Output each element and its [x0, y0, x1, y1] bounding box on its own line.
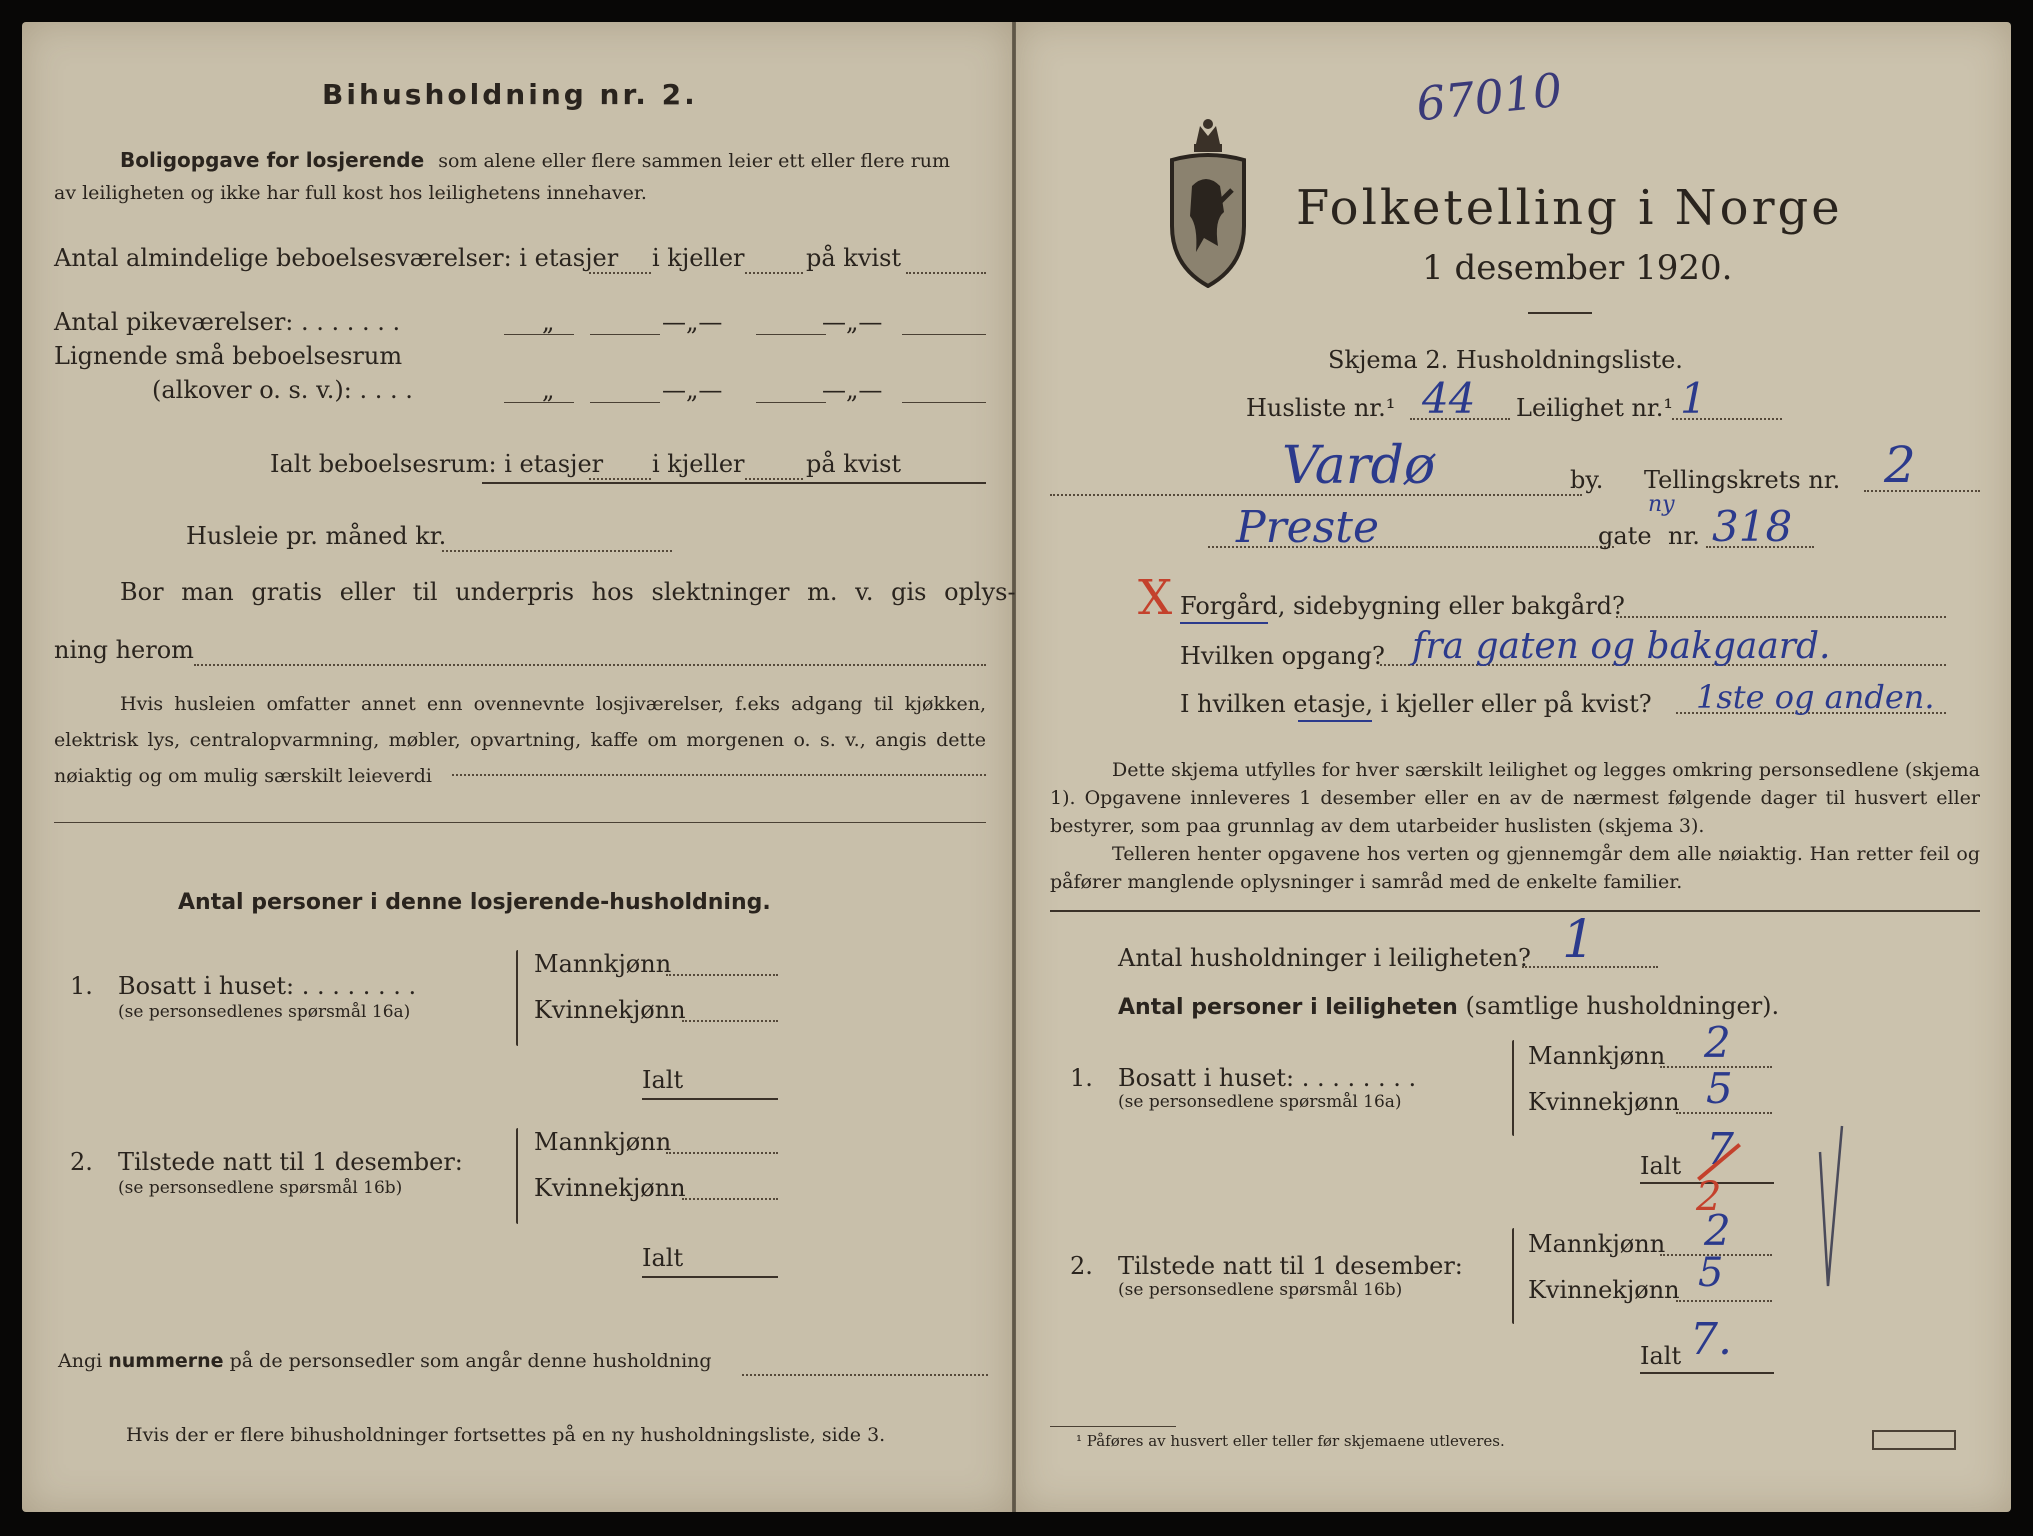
lignende-extra-field[interactable]	[902, 402, 986, 403]
hvis-paragraph: Hvis husleien omfatter annet enn ovennevnte losjiværelser, f.eks adgang til kjøkken, elektrisk lys, centralopvarmning, møbler, opvartning, kaffe om morgenen o. s. v., angis dette nøiaktig og om mulig særskilt leieverdi	[54, 693, 986, 787]
left-title: Bihusholdning nr. 2.	[322, 78, 698, 111]
etasje-label: I hvilken etasje, i kjeller eller på kvist?	[1180, 690, 1652, 718]
right-q1-ialt-value: 7	[1706, 1124, 1734, 1175]
right-q1-kvinne-label: Kvinnekjønn	[1528, 1088, 1680, 1116]
leilighet-label: Leilighet nr.¹	[1516, 394, 1674, 422]
left-q1-ialt-field[interactable]	[642, 1098, 778, 1100]
opgang-value: fra gaten og bakgaard.	[1412, 626, 1831, 667]
pike-ditto-2: —„—	[662, 308, 723, 336]
etasje-underline	[1298, 720, 1372, 722]
right-q2-kvinne-field[interactable]	[1676, 1300, 1772, 1302]
intro-line-2: av leiligheten og ikke har full kost hos leilighetens innehaver.	[54, 182, 647, 204]
left-footer: Hvis der er flere bihusholdninger fortsettes på en ny husholdningsliste, side 3.	[126, 1424, 886, 1446]
archive-number: 67010	[1413, 62, 1565, 132]
info-paragraph-2: Telleren henter opgavene hos verten og gjennemgår dem alle nøiaktig. Han retter feil og påfører manglende oplysninger i samråd med de enkelte familier.	[1050, 843, 1980, 893]
husleie-label: Husleie pr. måned kr.	[186, 522, 447, 550]
right-q2-ialt-label: Ialt	[1640, 1342, 1682, 1370]
ialt-kjeller-field[interactable]	[745, 478, 803, 480]
krets-label: Tellingskrets nr.	[1644, 466, 1841, 494]
lignende-etasjer-field[interactable]	[504, 402, 574, 403]
printer-stamp-icon	[1872, 1430, 1956, 1450]
right-q1-mann-value: 2	[1704, 1018, 1731, 1067]
left-q1-kvinne-label: Kvinnekjønn	[534, 996, 686, 1024]
right-q1-label: Bosatt i huset: . . . . . . . .	[1118, 1064, 1417, 1092]
pike-etasjer-field[interactable]	[504, 334, 574, 335]
footnote: ¹ Påføres av husvert eller teller før skjemaene utleveres.	[1076, 1432, 1505, 1450]
gate-value: Preste	[1236, 502, 1379, 553]
right-q2-ialt-field[interactable]	[1640, 1372, 1774, 1374]
bor-man-line-1: Bor man gratis eller til underpris hos slektninger m. v. gis oplys-	[120, 578, 1016, 606]
right-q1-num: 1.	[1070, 1064, 1093, 1092]
right-page	[1016, 22, 2011, 1512]
right-q1-ialt-label: Ialt	[1640, 1152, 1682, 1180]
gate-label: gate	[1598, 522, 1652, 550]
left-q2-kvinne-label: Kvinnekjønn	[534, 1174, 686, 1202]
rooms-kvist-field[interactable]	[906, 272, 986, 274]
right-q2-kvinne-value: 5	[1698, 1250, 1724, 1296]
husliste-label: Husliste nr.¹	[1246, 394, 1396, 422]
rooms-label: Antal almindelige beboelsesværelser: i etasjer	[54, 244, 619, 272]
ialt-kjeller-label: i kjeller	[652, 450, 745, 478]
schema-label: Skjema 2. Husholdningsliste.	[1328, 346, 1683, 374]
lignende-ditto-2: —„—	[662, 376, 723, 404]
left-q2-mann-label: Mannkjønn	[534, 1128, 672, 1156]
right-q1-mann-label: Mannkjønn	[1528, 1042, 1666, 1070]
krets-value: 2	[1884, 436, 1916, 494]
pike-ditto-1: „	[542, 308, 555, 336]
right-q1-sub: (se personsedlene spørsmål 16a)	[1118, 1092, 1402, 1112]
right-q2-kvinne-label: Kvinnekjønn	[1528, 1276, 1680, 1304]
lignende-ditto-1: „	[542, 376, 555, 404]
right-date: 1 desember 1920.	[1422, 248, 1733, 288]
left-q2-mann-field[interactable]	[666, 1152, 778, 1154]
left-q2-ialt-field[interactable]	[642, 1276, 778, 1278]
ialt-rooms-underline	[482, 482, 986, 484]
opgang-label: Hvilken opgang?	[1180, 642, 1385, 670]
left-persons-heading: Antal personer i denne losjerende-husholdning.	[178, 890, 771, 915]
norway-coat-of-arms-icon	[1166, 116, 1250, 288]
rooms-etasjer-field[interactable]	[589, 272, 651, 274]
forgard-underline	[1180, 622, 1268, 624]
angi-field[interactable]	[742, 1374, 988, 1376]
right-q2-ialt-value: 7.	[1690, 1314, 1732, 1365]
right-q2-sub: (se personsedlene spørsmål 16b)	[1118, 1280, 1403, 1300]
left-q1-num: 1.	[70, 972, 93, 1000]
pike-kvist-field[interactable]	[756, 334, 826, 335]
left-q1-mann-field[interactable]	[666, 974, 778, 976]
left-q2-label: Tilstede natt til 1 desember:	[118, 1148, 463, 1176]
angi-line: Angi nummerne på de personsedler som angår denne husholdning	[58, 1350, 712, 1372]
left-q1-kvinne-field[interactable]	[682, 1020, 778, 1022]
left-q2-sub: (se personsedlene spørsmål 16b)	[118, 1178, 403, 1198]
pike-ditto-3: —„—	[822, 308, 883, 336]
lignende-ditto-3: —„—	[822, 376, 883, 404]
ialt-etasjer-field[interactable]	[589, 478, 651, 480]
right-q1-ialt-red-correction: 2	[1696, 1174, 1722, 1220]
gate-nr-value: 318	[1712, 502, 1793, 551]
right-persons-heading: Antal personer i leiligheten (samtlige husholdninger).	[1118, 992, 1780, 1020]
by-label: by.	[1570, 466, 1604, 494]
forgard-label: Forgård, sidebygning eller bakgård?	[1180, 592, 1625, 620]
lignende-kvist-field[interactable]	[756, 402, 826, 403]
rooms-kjeller-label: i kjeller	[652, 244, 745, 272]
right-q2-label: Tilstede natt til 1 desember:	[1118, 1252, 1463, 1280]
right-q2-mann-label: Mannkjønn	[1528, 1230, 1666, 1258]
gate-nr-over: ny	[1648, 492, 1675, 517]
by-value: Vardø	[1282, 436, 1436, 496]
left-q2-kvinne-field[interactable]	[682, 1198, 778, 1200]
pike-kjeller-field[interactable]	[590, 334, 660, 335]
left-q1-brace	[516, 950, 518, 1046]
pencil-check-mark-icon	[1816, 1122, 1846, 1292]
ialt-kvist-label: på kvist	[806, 450, 902, 478]
lignende-kjeller-field[interactable]	[590, 402, 660, 403]
left-q1-sub: (se personsedlenes spørsmål 16a)	[118, 1002, 411, 1022]
left-q2-brace	[516, 1128, 518, 1224]
etasje-value: 1ste og anden.	[1696, 678, 1935, 716]
left-q1-mann-label: Mannkjønn	[534, 950, 672, 978]
right-q2-num: 2.	[1070, 1252, 1093, 1280]
lignende-label-2: (alkover o. s. v.): . . . .	[152, 376, 413, 404]
footnote-rule	[1050, 1426, 1176, 1427]
info-rule	[1050, 910, 1980, 912]
left-q2-num: 2.	[70, 1148, 93, 1176]
bor-man-line-2: ning herom	[54, 636, 194, 664]
right-q2-brace	[1512, 1228, 1514, 1324]
left-q1-ialt-label: Ialt	[642, 1066, 684, 1094]
right-q2-mann-value: 2	[1704, 1206, 1731, 1255]
lignende-label-1: Lignende små beboelsesrum	[54, 342, 403, 370]
intro-line-1: Boligopgave for losjerende som alene eller flere sammen leier ett eller flere rum	[120, 148, 951, 172]
households-label: Antal husholdninger i leiligheten?	[1118, 944, 1531, 972]
red-x-mark: X	[1138, 570, 1173, 626]
leieverdi-field[interactable]	[452, 774, 986, 776]
rooms-kjeller-field[interactable]	[745, 272, 803, 274]
leilighet-value: 1	[1680, 374, 1707, 423]
left-q1-label: Bosatt i huset: . . . . . . . .	[118, 972, 417, 1000]
ialt-rooms-label: Ialt beboelsesrum: i etasjer	[270, 450, 604, 478]
title-rule	[1528, 312, 1592, 314]
right-title: Folketelling i Norge	[1296, 180, 1843, 236]
pike-label: Antal pikeværelser: . . . . . . .	[54, 308, 401, 336]
gate-nr-label: nr.	[1668, 522, 1700, 550]
krets-field[interactable]	[1864, 490, 1980, 492]
rooms-kvist-label: på kvist	[806, 244, 902, 272]
right-q1-kvinne-value: 5	[1706, 1064, 1733, 1113]
leieverdi-line-2[interactable]	[54, 822, 986, 823]
husliste-value: 44	[1422, 374, 1476, 423]
forgard-field[interactable]	[1616, 616, 1946, 618]
right-q1-brace	[1512, 1040, 1514, 1136]
bor-man-field[interactable]	[194, 664, 986, 666]
husleie-field[interactable]	[442, 550, 672, 552]
info-paragraph-1: Dette skjema utfylles for hver særskilt leilighet og legges omkring personsedlene (skjema 1). Opgavene innleveres 1 desember eller en av de nærmest følgende dager til husvert eller bestyrer, som paa grunnlag av dem utarbeider huslisten (skjema 3).	[1050, 759, 1980, 837]
left-page	[22, 22, 1016, 1512]
pike-extra-field[interactable]	[902, 334, 986, 335]
households-value: 1	[1562, 910, 1596, 970]
left-q2-ialt-label: Ialt	[642, 1244, 684, 1272]
